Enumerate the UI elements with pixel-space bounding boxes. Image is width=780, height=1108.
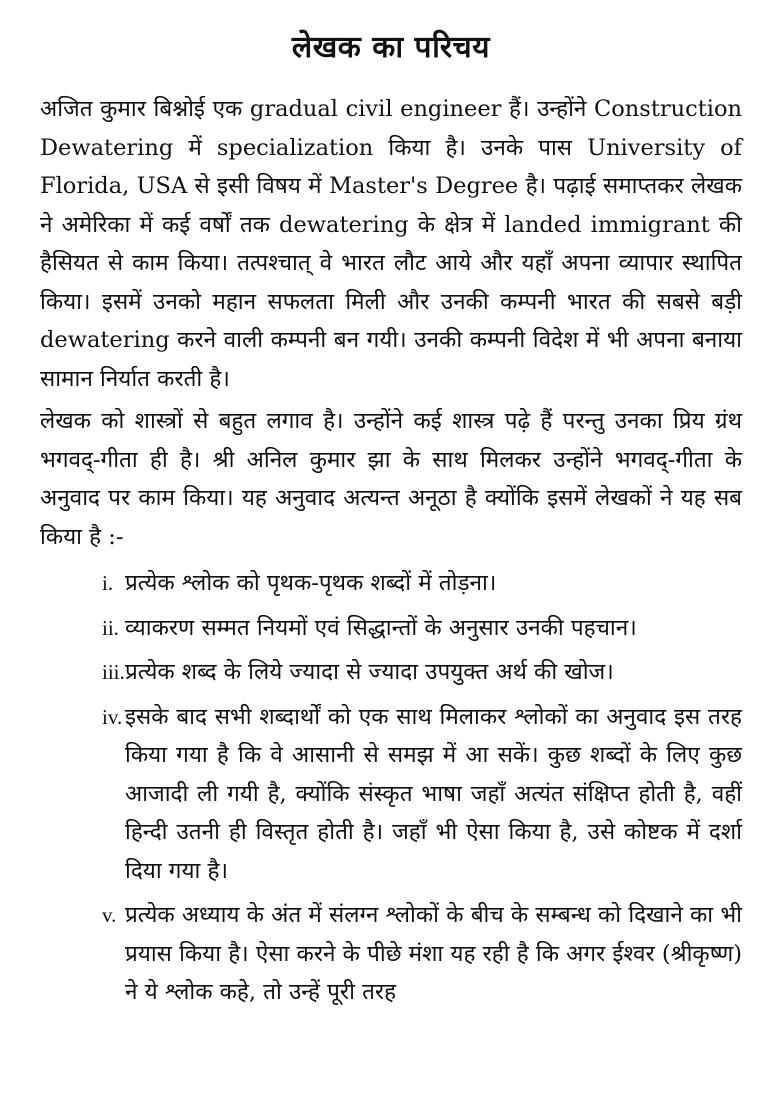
list-item-number: v. [102,903,117,927]
list-item-text: प्रत्येक श्लोक को पृथक-पृथक शब्दों में तोड़ना। [125,570,497,596]
list-item [40,609,742,648]
list-item-number: ii. [102,615,119,640]
paragraph-author-background: अजित कुमार बिश्नोई एक gradual civil engineer हैं। उन्होंने Construction Dewatering में specialization किया है। उनके पास University of Florida, USA से इसी विषय में Master's Degree है। पढ़ाई समाप्तकर लेखक ने अमेरिका में कई वर्षों तक dewatering के क्षेत्र में landed immigrant की हैसियत से काम किया। तत्पश्चात् वे भारत लौट आये और यहाँ अपना व्यापार स्थापित किया। इसमें उनको महान सफलता मिली और उनकी कम्पनी भारत की सबसे बड़ी dewatering करने वाली कम्पनी बन गयी। उनकी कम्पनी विदेश में भी अपना बनाया सामान निर्यात करती है। [40,96,742,392]
list-item [40,564,742,603]
list-item-text: प्रत्येक शब्द के लिये ज्यादा से ज्यादा उपयुक्त अर्थ की खोज। [125,659,614,685]
list-item [40,653,742,692]
page-title: लेखक का परिचय [291,30,491,65]
list-item [40,896,742,1012]
translation-method-list [40,564,742,1012]
list-item-number: iii. [102,660,125,684]
list-item-text: इसके बाद सभी शब्दार्थों को एक साथ मिलाकर श्लोकों का अनुवाद इस तरह किया गया है कि वे आसानी से समझ में आ सकें। कुछ शब्दों के लिए कुछ आजादी ली गयी है, क्योंकि संस्कृत भाषा जहाँ अत्यंत संक्षिप्त होती है, वहीं हिन्दी उतनी ही विस्तृत होती है। जहाँ भी ऐसा किया है, उसे कोष्टक में दर्शा दिया गया है। [125,703,742,884]
list-item-number: iv. [102,704,123,729]
list-item [40,698,742,891]
paragraph-translation-work: लेखक को शास्त्रों से बहुत लगाव है। उन्होंने कई शास्त्र पढ़े हैं परन्तु उनका प्रिय ग्रंथ भगवद्-गीता ही है। श्री अनिल कुमार झा के साथ मिलकर उन्होंने भगवद्-गीता के अनुवाद पर काम किया। यह अनुवाद अत्यन्त अनूठा है क्योंकि इसमें लेखकों ने यह सब किया है :- [40,408,742,550]
list-item-number: i. [102,571,114,595]
list-item-text: व्याकरण सम्मत नियमों एवं सिद्धान्तों के अनुसार उनकी पहचान। [125,614,637,641]
list-item-text: प्रत्येक अध्याय के अंत में संलग्न श्लोकों के बीच के सम्बन्ध को दिखाने का भी प्रयास किया है। ऐसा करने के पीछे मंशा यह रही है कि अगर ईश्वर (श्रीकृष्ण) ने ये श्लोक कहे, तो उन्हें पूरी तरह [125,902,742,1005]
